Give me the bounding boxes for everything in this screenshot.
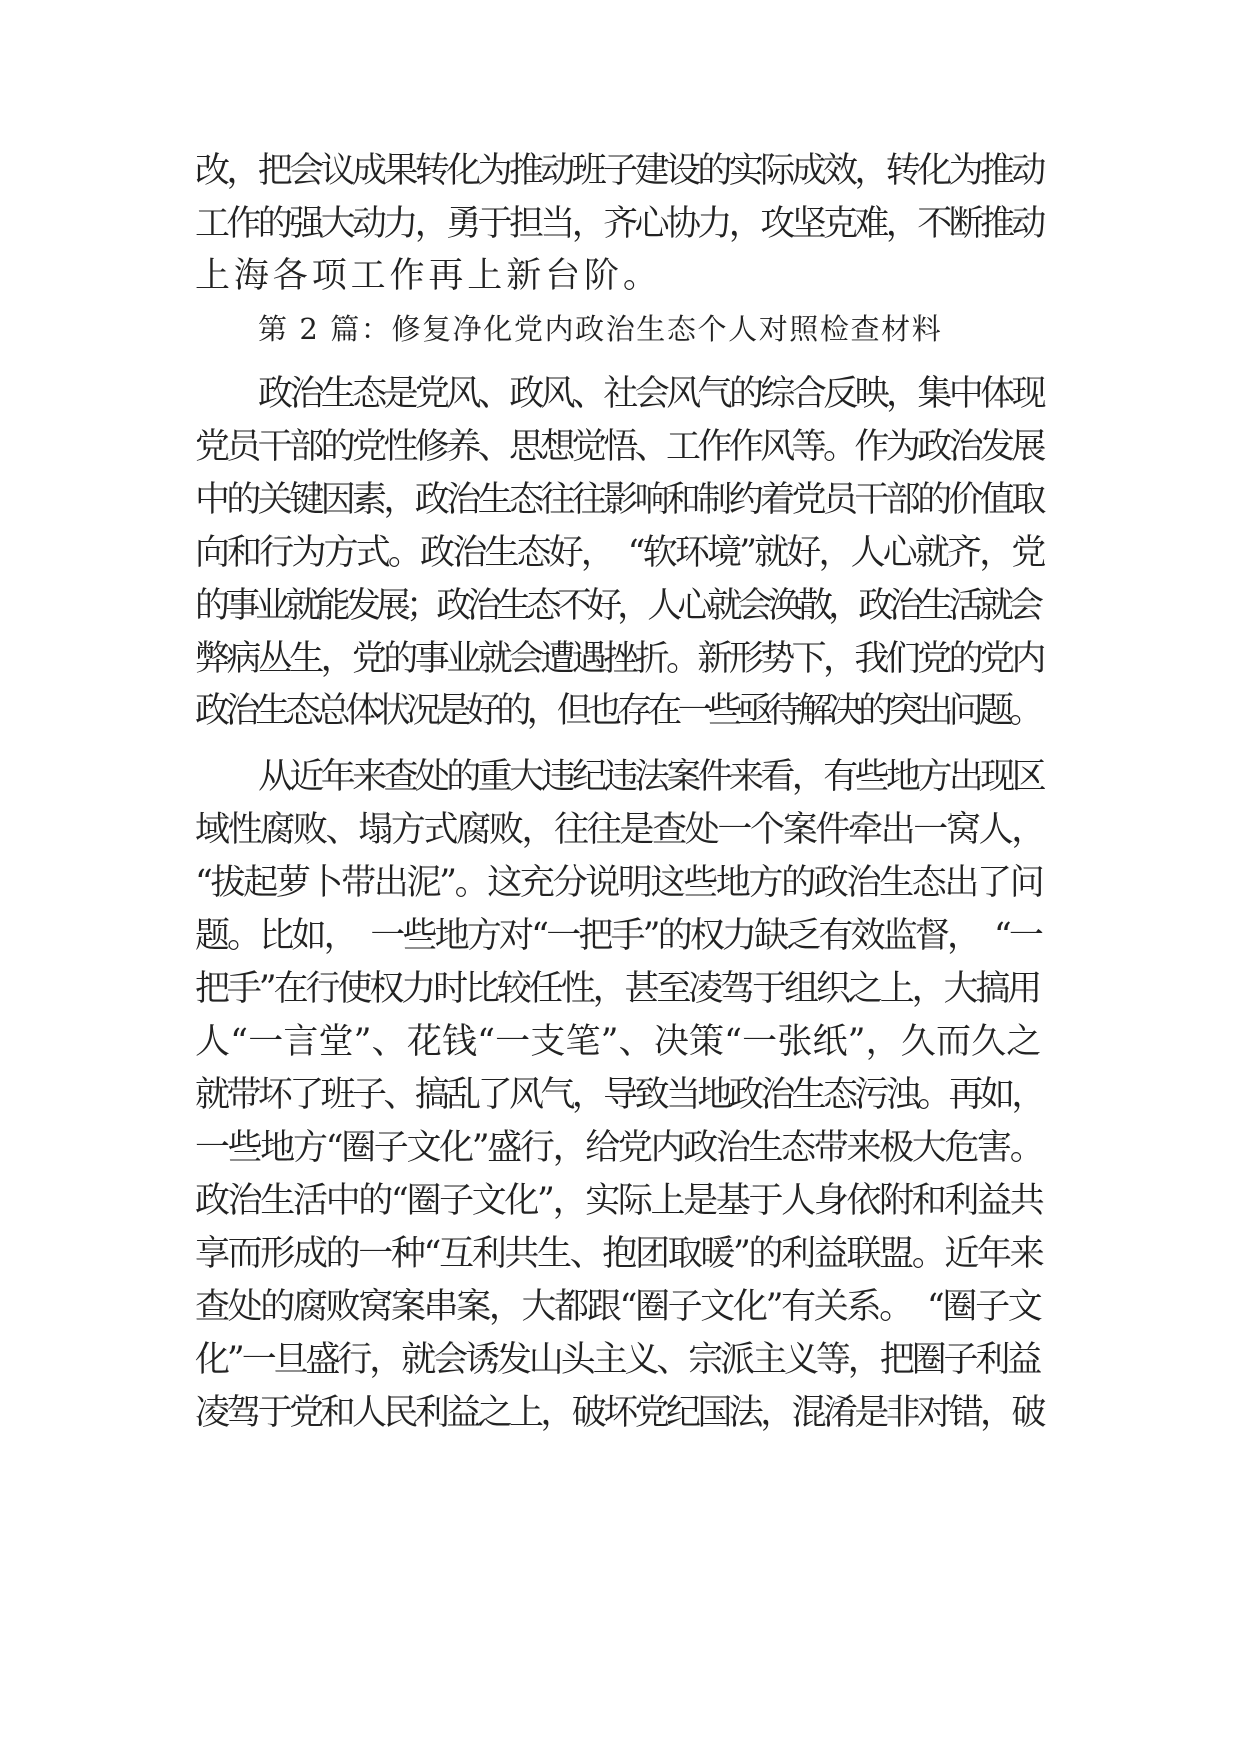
text-line: 上海各项工作再上新台阶。 (195, 256, 662, 296)
text-line: 党员干部的党性修养、思想觉悟、工作作风等。作为政治发展 (195, 427, 1043, 467)
text-line: 享而形成的一种“互利共生、抱团取暖”的利益联盟。近年来 (195, 1234, 1043, 1274)
text-line: 政治生态总体状况是好的，但也存在一些亟待解决的突出问题。 (195, 691, 1040, 731)
text-line: 政治生态是党风、政风、社会风气的综合反映，集中体现 (258, 374, 1044, 414)
text-line: 化”一旦盛行，就会诱发山头主义、宗派主义等，把圈子利益 (195, 1340, 1040, 1380)
text-line: 一些地方“圈子文化”盛行，给党内政治生态带来极大危害。 (195, 1128, 1043, 1168)
text-line: 改，把会议成果转化为推动班子建设的实际成效，转化为推动 (195, 151, 1043, 191)
text-line: 中的关键因素，政治生态往往影响和制约着党员干部的价值取 (195, 480, 1043, 520)
text-line: 弊病丛生，党的事业就会遭遇挫折。新形势下，我们党的党内 (195, 639, 1043, 679)
text-line: 向和行为方式。政治生态好， “软环境”就好，人心就齐，党 (195, 533, 1044, 573)
text-line: “拔起萝卜带出泥”。这充分说明这些地方的政治生态出了问 (195, 863, 1043, 903)
article-heading: 第 2 篇：修复净化党内政治生态个人对照检查材料 (258, 312, 943, 346)
text-line: 查处的腐败窝案串案，大都跟“圈子文化”有关系。 “圈子文 (195, 1287, 1041, 1327)
text-line: 人“一言堂”、花钱“一支笔”、决策“一张纸”，久而久之 (195, 1022, 1042, 1062)
text-line: 凌驾于党和人民利益之上，破坏党纪国法，混淆是非对错，破 (195, 1393, 1043, 1433)
text-line: 域性腐败、塌方式腐败，往往是查处一个案件牵出一窝人， (195, 810, 1044, 850)
text-line: 从近年来查处的重大违纪违法案件来看，有些地方出现区 (258, 757, 1044, 797)
text-line: 政治生活中的“圈子文化”，实际上是基于人身依附和利益共 (195, 1181, 1043, 1221)
text-line: 就带坏了班子、搞乱了风气，导致当地政治生态污浊。再如， (195, 1075, 1043, 1115)
text-line: 题。比如， 一些地方对“一把手”的权力缺乏有效监督， “一 (195, 916, 1042, 956)
text-line: 的事业就能发展；政治生态不好，人心就会涣散，政治生活就会 (195, 586, 1040, 626)
text-line: 把手”在行使权力时比较任性，甚至凌驾于组织之上，大搞用 (195, 969, 1040, 1009)
text-line: 工作的强大动力，勇于担当，齐心协力，攻坚克难，不断推动 (195, 204, 1043, 244)
